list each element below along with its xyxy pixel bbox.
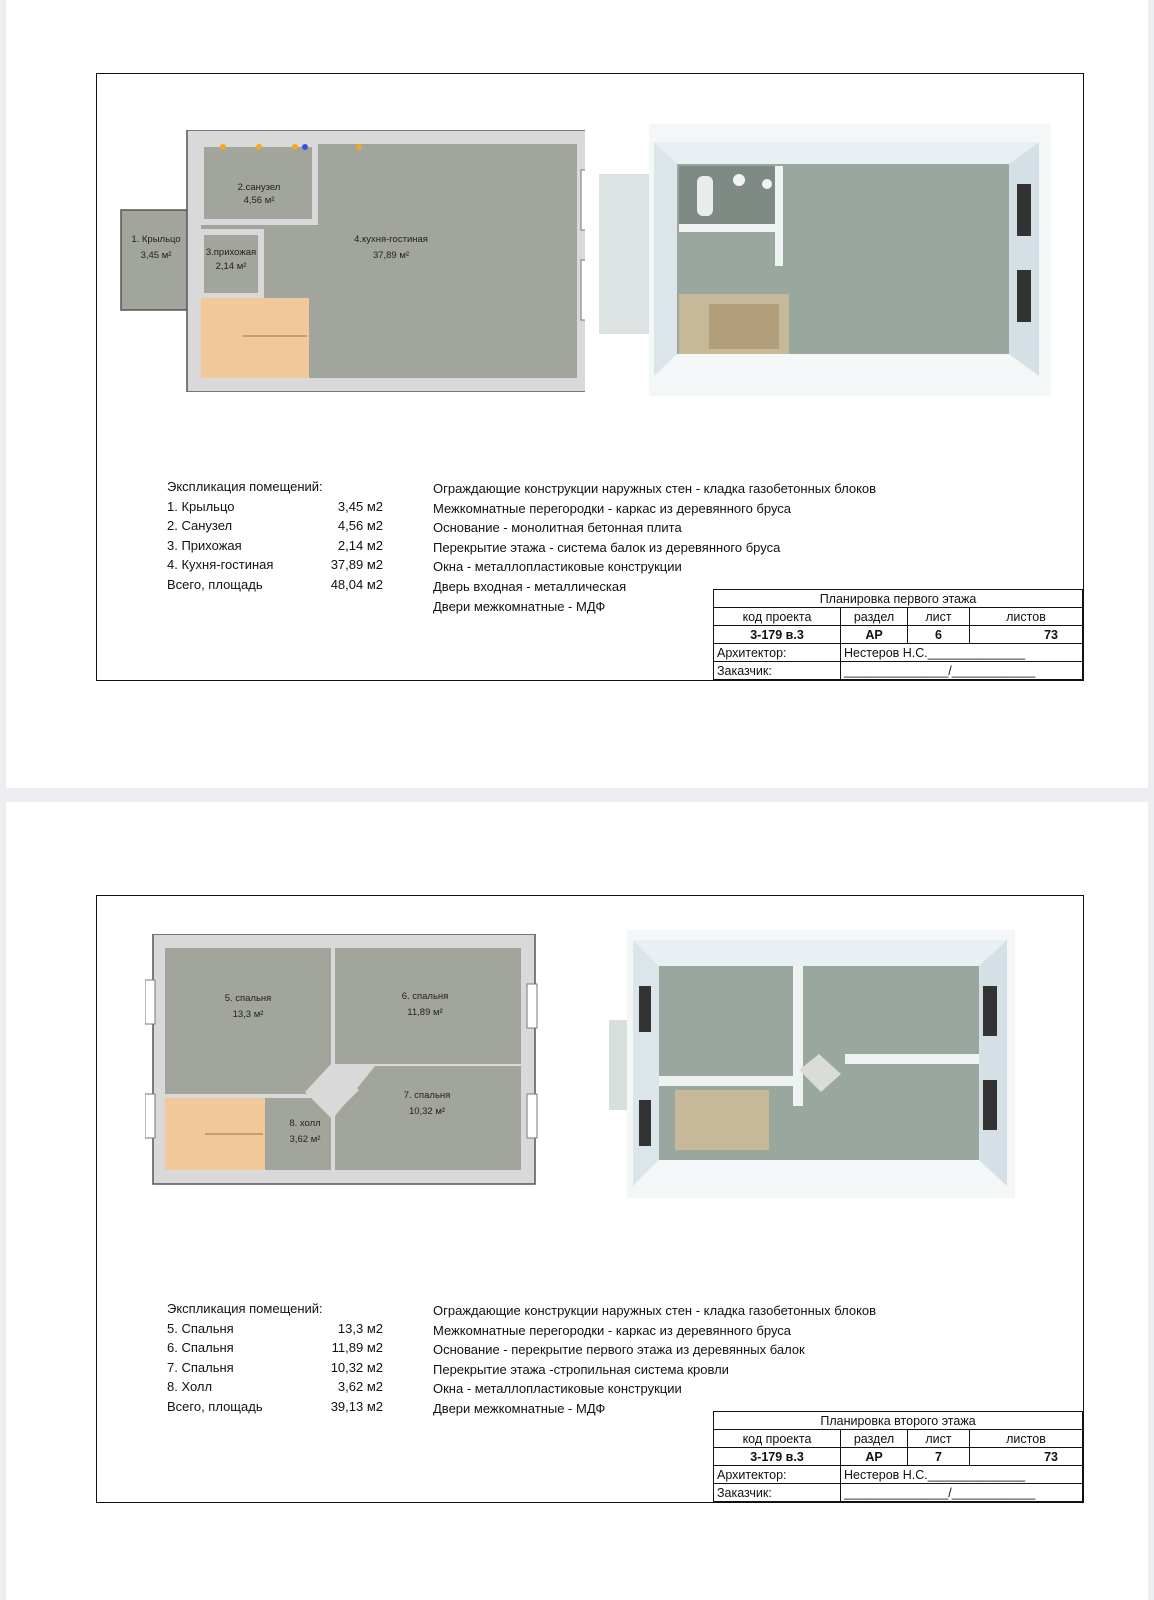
room-label: 4.кухня-гостиная	[354, 234, 428, 245]
bedroom-5	[165, 948, 331, 1094]
bedroom-7	[335, 1066, 521, 1170]
explication-row: 6. Спальня 11,89 м2	[167, 1340, 383, 1356]
stamp-header: код проекта	[714, 608, 841, 626]
note: Окна - металлопластиковые конструкции	[433, 559, 682, 575]
render-bathroom	[679, 166, 779, 226]
explication-row: 3. Прихожая 2,14 м2	[167, 537, 383, 553]
explication-row: 4. Кухня-гостиная 37,89 м2	[167, 557, 383, 573]
architect-label: Архитектор:	[714, 1466, 841, 1484]
sink-icon	[733, 174, 745, 186]
note: Двери межкомнатные - МДФ	[433, 1400, 606, 1416]
fixture-icon	[256, 144, 262, 150]
room-label: 1. Крыльцо	[131, 234, 181, 245]
sheet-number: 7	[908, 1448, 970, 1466]
floor-plan-2	[145, 934, 545, 1198]
stamp-header: листов	[970, 1430, 1083, 1448]
fixture-icon	[292, 144, 298, 150]
sheet-page-2	[6, 802, 1148, 1600]
drawing-frame-2	[96, 895, 1084, 1503]
room-area: 37,89 м²	[372, 250, 410, 261]
bathtub-icon	[697, 176, 713, 216]
room-area: 13,3 м²	[232, 1009, 264, 1020]
sheets-total: 73	[970, 626, 1083, 644]
room-label: 6. спальня	[401, 991, 449, 1002]
render-stairs	[675, 1090, 769, 1150]
room-label: 5. спальня	[224, 993, 272, 1004]
sheets-total: 73	[970, 1448, 1083, 1466]
explication-row: 1. Крыльцо 3,45 м2	[167, 498, 383, 514]
room-area: 10,32 м²	[408, 1106, 446, 1117]
window-icon	[1017, 184, 1031, 236]
explication-row: 5. Спальня 13,3 м2	[167, 1320, 383, 1336]
explication-total: Всего, площадь 39,13 м2	[167, 1398, 383, 1414]
architect-name: Нестеров Н.С.______________	[841, 1466, 1083, 1484]
room-area: 4,56 м²	[243, 195, 275, 206]
note: Межкомнатные перегородки - каркас из деревянного бруса	[433, 1322, 792, 1338]
sheet-title: Планировка второго этажа	[714, 1412, 1083, 1430]
explication-1	[167, 477, 383, 595]
note: Основание - монолитная бетонная плита	[433, 520, 682, 536]
note: Дверь входная - металлическая	[433, 578, 627, 594]
note: Перекрытие этажа - система балок из деревянного бруса	[433, 539, 781, 555]
window-icon	[581, 260, 585, 320]
room-area: 3,45 м²	[140, 250, 172, 261]
note: Двери межкомнатные - МДФ	[433, 598, 606, 614]
room-area: 11,89 м²	[407, 1007, 443, 1018]
construction-notes-2	[433, 1301, 876, 1419]
room-label: 3.прихожая	[205, 247, 257, 258]
note: Окна - металлопластиковые конструкции	[433, 1381, 682, 1397]
stamp-header: раздел	[841, 608, 908, 626]
drawing-frame-1	[96, 73, 1084, 681]
window-icon	[527, 1094, 537, 1138]
customer-signature-line: _______________/____________	[841, 662, 1083, 680]
window-icon	[639, 1100, 651, 1146]
bedroom-6	[335, 948, 521, 1064]
fixture-icon	[302, 144, 308, 150]
section-value: АР	[841, 626, 908, 644]
project-code: 3-179 в.3	[714, 1448, 841, 1466]
note: Основание - перекрытие первого этажа из деревянных балок	[433, 1342, 805, 1358]
stamp-header: лист	[908, 1430, 970, 1448]
stamp-header: листов	[970, 608, 1083, 626]
explication-row: 7. Спальня 10,32 м2	[167, 1359, 383, 1375]
floor-plan-1	[109, 130, 585, 392]
room-area: 2,14 м²	[215, 261, 247, 272]
project-code: 3-179 в.3	[714, 626, 841, 644]
toilet-icon	[762, 179, 772, 189]
customer-label: Заказчик:	[714, 1484, 841, 1502]
sheet-title: Планировка первого этажа	[714, 590, 1083, 608]
explication-title: Экспликация помещений:	[167, 1301, 323, 1316]
explication-row: 2. Санузел 4,56 м2	[167, 518, 383, 534]
room-label: 8. холл	[289, 1118, 321, 1129]
fixture-icon	[220, 144, 226, 150]
customer-signature-line: _______________/____________	[841, 1484, 1083, 1502]
stamp-header: раздел	[841, 1430, 908, 1448]
stamp-header: лист	[908, 608, 970, 626]
note: Ограждающие конструкции наружных стен - кладка газобетонных блоков	[433, 1303, 877, 1318]
render-3d-1	[599, 124, 1059, 398]
window-icon	[639, 986, 651, 1032]
architect-label: Архитектор:	[714, 644, 841, 662]
window-icon	[983, 1080, 997, 1130]
fixture-icon	[356, 144, 362, 150]
render-3d-2	[609, 930, 1049, 1204]
window-icon	[983, 986, 997, 1036]
explication-total: Всего, площадь 48,04 м2	[167, 576, 383, 592]
window-icon	[145, 980, 155, 1024]
note: Межкомнатные перегородки - каркас из деревянного бруса	[433, 500, 792, 516]
room-label: 2.санузел	[237, 182, 281, 193]
explication-2	[167, 1299, 383, 1417]
explication-row: 8. Холл 3,62 м2	[167, 1379, 383, 1395]
explication-title: Экспликация помещений:	[167, 479, 323, 494]
section-value: АР	[841, 1448, 908, 1466]
title-block-2	[713, 1411, 1083, 1502]
window-icon	[1017, 270, 1031, 322]
note: Перекрытие этажа -стропильная система кровли	[433, 1361, 729, 1377]
customer-label: Заказчик:	[714, 662, 841, 680]
stamp-header: код проекта	[714, 1430, 841, 1448]
room-area: 3,62 м²	[289, 1134, 321, 1145]
window-icon	[145, 1094, 155, 1138]
window-icon	[527, 984, 537, 1028]
stair-area	[201, 298, 309, 378]
note: Ограждающие конструкции наружных стен - кладка газобетонных блоков	[433, 481, 877, 496]
sheet-page-1	[6, 0, 1148, 788]
architect-name: Нестеров Н.С.______________	[841, 644, 1083, 662]
title-block-1	[713, 589, 1083, 680]
sheet-number: 6	[908, 626, 970, 644]
window-icon	[581, 170, 585, 230]
room-label: 7. спальня	[403, 1090, 451, 1101]
